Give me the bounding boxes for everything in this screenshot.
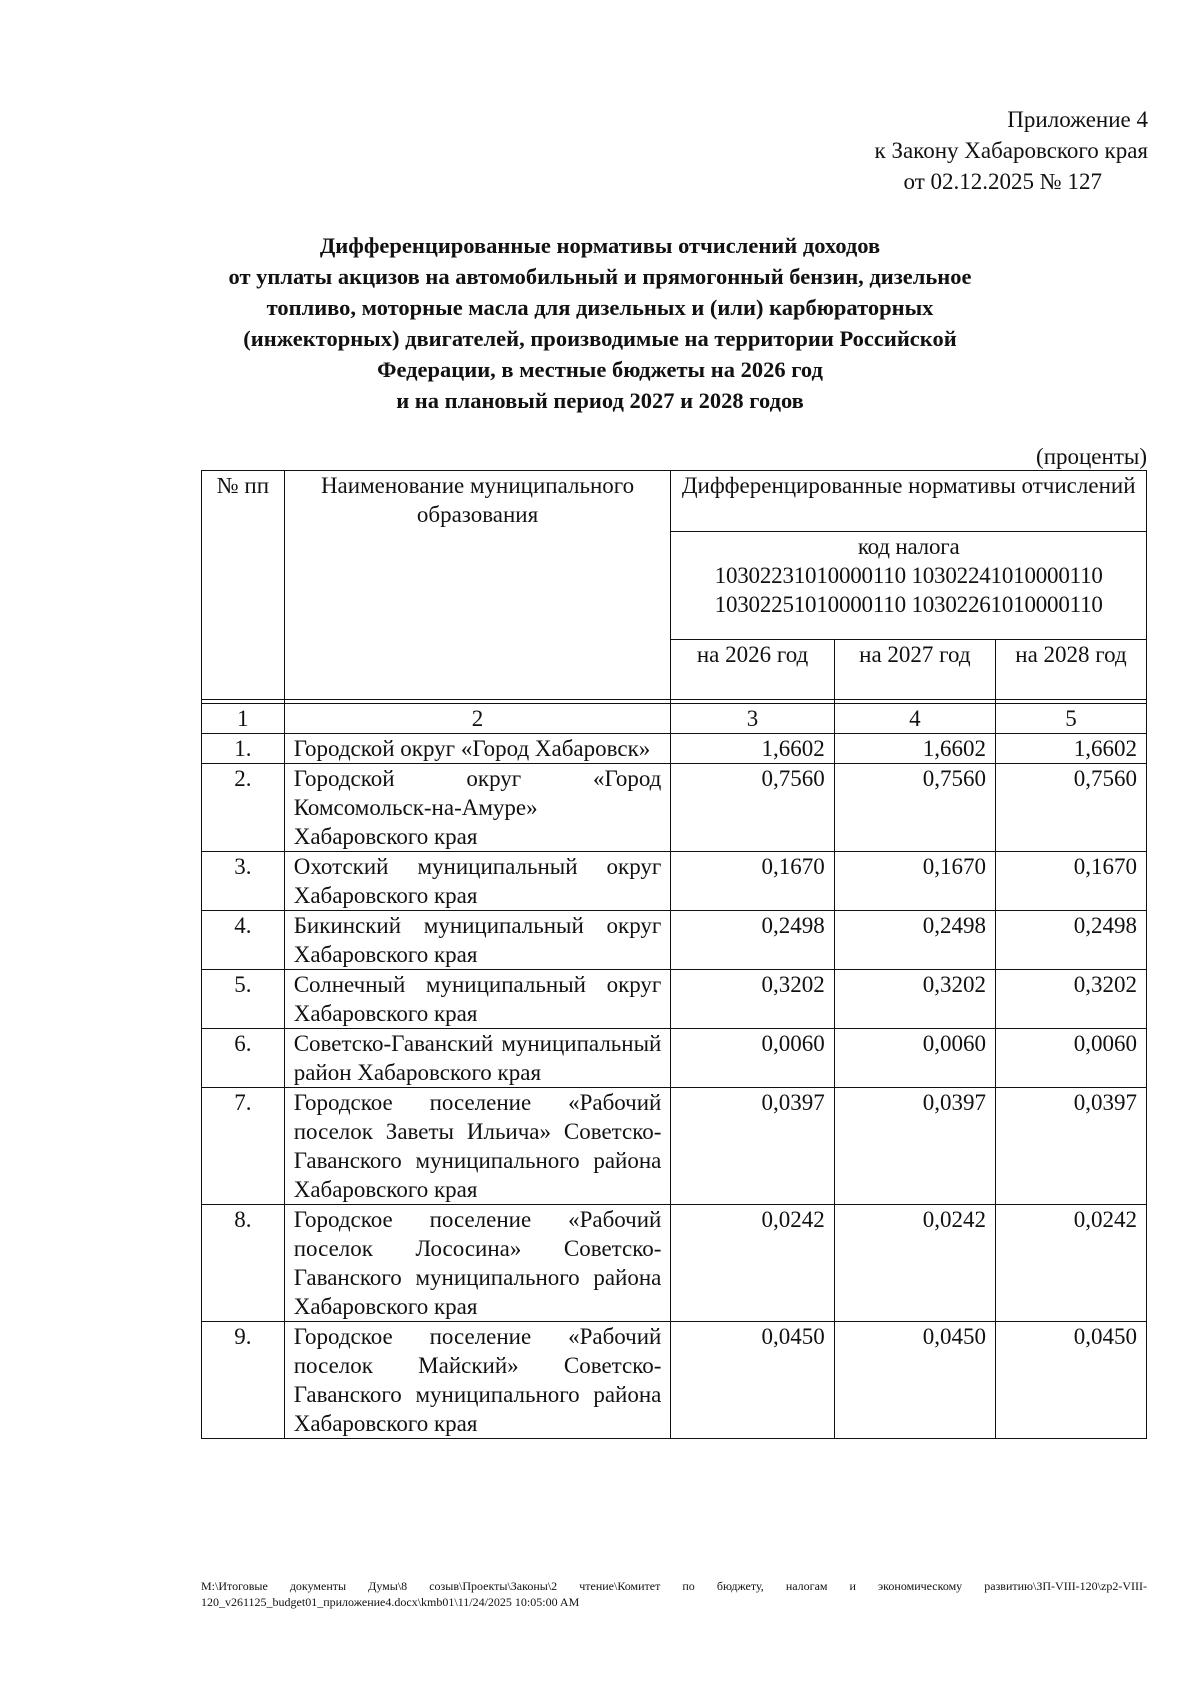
- row-number: 2.: [202, 764, 285, 852]
- title-line: Дифференцированные нормативы отчислений доходов: [319, 233, 881, 258]
- header-tax-codes: [671, 532, 1147, 640]
- municipality-name: Солнечный муниципальный округ Хабаровского края: [284, 970, 671, 1029]
- header-no: № пп: [202, 471, 285, 700]
- norm-2028: 0,0450: [996, 1322, 1147, 1439]
- municipality-name: Городское поселение «Рабочий поселок Заветы Ильича» Советско-Гаванского муниципального района Хабаровского края: [284, 1088, 671, 1205]
- row-number: 8.: [202, 1205, 285, 1322]
- table-row: [202, 1322, 1147, 1439]
- table-row: [202, 734, 1147, 764]
- row-number: 5.: [202, 970, 285, 1029]
- title-line: и на плановый период 2027 и 2028 годов: [396, 388, 804, 413]
- norm-2026: 0,0242: [671, 1205, 834, 1322]
- header-year-2026: на 2026 год: [671, 640, 834, 700]
- title-line: топливо, моторные масла для дизельных и (или) карбюраторных: [266, 295, 934, 320]
- tax-codes-line: 10302231010000110 10302241010000110: [714, 563, 1103, 588]
- norm-2026: 0,0397: [671, 1088, 834, 1205]
- table-row: [202, 1029, 1147, 1088]
- title-line: Федерации, в местные бюджеты на 2026 год: [377, 357, 823, 382]
- norm-2026: 1,6602: [671, 734, 834, 764]
- norm-2028: 0,0397: [996, 1088, 1147, 1205]
- column-numbers-row: [202, 704, 1147, 734]
- table-row: [202, 1205, 1147, 1322]
- norm-2028: 0,0242: [996, 1205, 1147, 1322]
- title-line: (инжекторных) двигателей, производимые на территории Российской: [243, 326, 957, 351]
- title-line: от уплаты акцизов на автомобильный и прямогонный бензин, дизельное: [228, 264, 972, 289]
- table-row: [202, 852, 1147, 911]
- row-number: 6.: [202, 1029, 285, 1088]
- municipality-name: Городское поселение «Рабочий поселок Майский» Советско-Гаванского муниципального района Хабаровского края: [284, 1322, 671, 1439]
- table-row: [202, 911, 1147, 970]
- header-year-2028: на 2028 год: [996, 640, 1147, 700]
- norms-table: [201, 470, 1147, 1439]
- file-path-footer: M:\Итоговые документы Думы\8 созыв\Проекты\Законы\2 чтение\Комитет по бюджету, налогам и экономическому развитию\ЗП-VIII-120\zp2-VIII-120_v261125_budget01_приложение4.docx\kmb01\11/24/2025 10:05:00 AM: [201, 1579, 1147, 1609]
- norm-2027: 0,0242: [834, 1205, 995, 1322]
- row-number: 7.: [202, 1088, 285, 1205]
- tax-codes-line: 10302251010000110 10302261010000110: [714, 592, 1103, 617]
- column-number: 4: [834, 704, 995, 734]
- municipality-name: Городской округ «Город Комсомольск-на-Амуре» Хабаровского края: [284, 764, 671, 852]
- row-number: 4.: [202, 911, 285, 970]
- header-group: Дифференцированные нормативы отчислений: [671, 471, 1147, 532]
- norm-2028: 0,2498: [996, 911, 1147, 970]
- norm-2028: 0,3202: [996, 970, 1147, 1029]
- norm-2028: 0,1670: [996, 852, 1147, 911]
- tax-code-label: код налога: [857, 534, 960, 559]
- norm-2027: 0,1670: [834, 852, 995, 911]
- norm-2026: 0,1670: [671, 852, 834, 911]
- table-row: [202, 1088, 1147, 1205]
- norm-2026: 0,0450: [671, 1322, 834, 1439]
- appendix-number: Приложение 4: [1007, 107, 1148, 132]
- municipality-name: Бикинский муниципальный округ Хабаровского края: [284, 911, 671, 970]
- norm-2028: 0,7560: [996, 764, 1147, 852]
- norm-2027: 0,7560: [834, 764, 995, 852]
- norm-2027: 1,6602: [834, 734, 995, 764]
- municipality-name: Городской округ «Город Хабаровск»: [284, 734, 671, 764]
- table-row: [202, 764, 1147, 852]
- norm-2027: 0,0450: [834, 1322, 995, 1439]
- column-number: 2: [284, 704, 671, 734]
- table-row: [202, 970, 1147, 1029]
- column-number: 1: [202, 704, 285, 734]
- row-number: 9.: [202, 1322, 285, 1439]
- municipality-name: Охотский муниципальный округ Хабаровского края: [284, 852, 671, 911]
- appendix-law-ref: к Закону Хабаровского края: [874, 138, 1148, 163]
- appendix-caption: [650, 104, 1148, 197]
- units-label: (проценты): [1036, 444, 1147, 469]
- column-number: 5: [996, 704, 1147, 734]
- norm-2027: 0,2498: [834, 911, 995, 970]
- norm-2028: 0,0060: [996, 1029, 1147, 1088]
- header-name: Наименование муниципального образования: [284, 471, 671, 700]
- norm-2026: 0,3202: [671, 970, 834, 1029]
- norm-2026: 0,0060: [671, 1029, 834, 1088]
- appendix-law-date: от 02.12.2025 № 127: [903, 169, 1102, 194]
- norm-2027: 0,0397: [834, 1088, 995, 1205]
- norm-2026: 0,2498: [671, 911, 834, 970]
- column-number: 3: [671, 704, 834, 734]
- norm-2027: 0,0060: [834, 1029, 995, 1088]
- row-number: 3.: [202, 852, 285, 911]
- header-year-2027: на 2027 год: [834, 640, 995, 700]
- norm-2028: 1,6602: [996, 734, 1147, 764]
- municipality-name: Советско-Гаванский муниципальный район Хабаровского края: [284, 1029, 671, 1088]
- norm-2027: 0,3202: [834, 970, 995, 1029]
- norm-2026: 0,7560: [671, 764, 834, 852]
- municipality-name: Городское поселение «Рабочий поселок Лососина» Советско-Гаванского муниципального района Хабаровского края: [284, 1205, 671, 1322]
- document-title: [160, 230, 1040, 416]
- row-number: 1.: [202, 734, 285, 764]
